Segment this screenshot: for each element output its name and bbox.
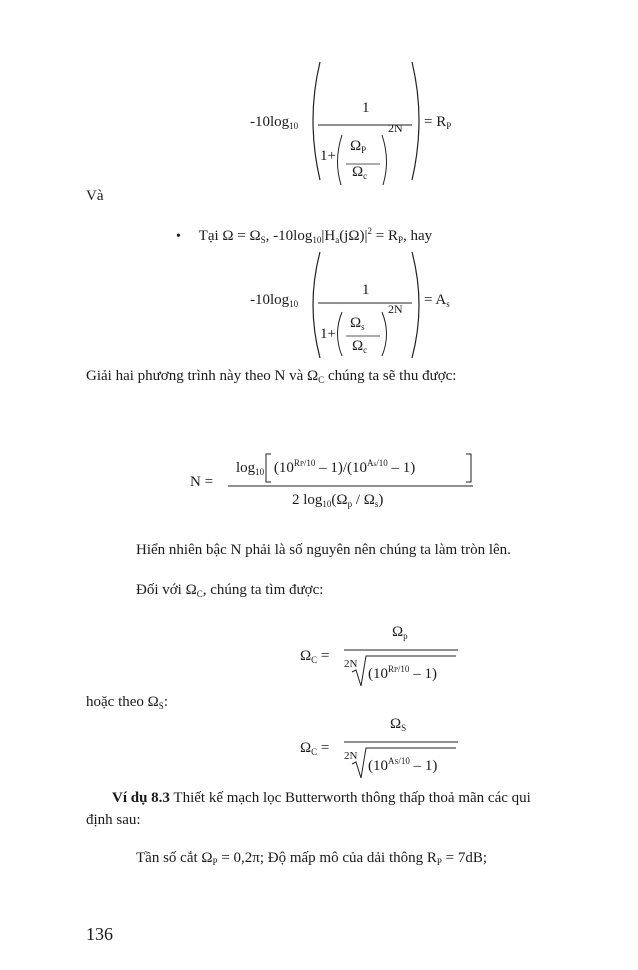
eq2-ratio-top: $\Omega_s$ [350, 315, 365, 332]
eq2-exponent: 2N [388, 302, 403, 316]
example-label: Ví dụ 8.3 [112, 790, 170, 806]
eq1-numerator: 1 [362, 100, 370, 116]
example-line-1: Ví dụ 8.3 Thiết kế mạch lọc Butterworth thông thấp thoả mãn các qui [112, 790, 531, 806]
eq4-lhs: $\Omega_C$ = [300, 648, 330, 665]
eq5-root-index: 2N [344, 750, 358, 762]
spec-line: Tần số cắt $\Omega_P = 0,2\pi$; Độ mấp mô của dải thông $R_P = 7dB$; [136, 850, 488, 867]
eq5-radicand: $(10^{AS/10} - 1)$ [368, 756, 438, 774]
bullet-line: • Tại $\Omega = \Omega_S$, $-10\log_{10}|H_a(j\Omega)|^2 = R_P$, hay [176, 226, 433, 245]
page-number: 136 [86, 924, 113, 944]
eq3-lhs: N = [190, 474, 214, 490]
eq2-prefix: $-10\log_{10}$ [250, 292, 299, 309]
eq2-rhs: = $A_s$ [424, 292, 450, 309]
eq3-denominator: 2 $\log_{10}(\Omega_p / \Omega_s)$ [292, 492, 384, 509]
eq1-prefix: $-10\log_{10}$ [250, 114, 299, 131]
eq1-exponent: 2N [388, 121, 403, 135]
eq3-numerator: $\log_{10} (10^{RP/10} - 1)/(10^{As/10} - 1)$ [236, 458, 416, 477]
paragraph-round-up: Hiển nhiên bậc N phải là số nguyên nên chúng ta làm tròn lên. [136, 542, 511, 558]
eq5-lhs: $\Omega_C$ = [300, 740, 330, 757]
eq2-numerator: 1 [362, 282, 370, 298]
eq2-ratio-bottom: $\Omega_c$ [352, 338, 368, 355]
paragraph-for-omega-c: Đối với $\Omega_C$, chúng ta tìm được: [136, 582, 324, 599]
text-va: Và [86, 188, 104, 204]
eq4-root-index: 2N [344, 658, 358, 670]
eq1-rhs: = $R_P$ [424, 114, 452, 131]
eq2-one-plus: 1+ [320, 326, 336, 342]
eq1-one-plus: 1+ [320, 148, 336, 164]
bullet-icon: • [176, 229, 181, 244]
example-line-2: định sau: [86, 812, 141, 828]
eq5-numerator: $\Omega_S$ [390, 716, 407, 733]
paragraph-solve: Giải hai phương trình này theo N và $\Omega_C$ chúng ta sẽ thu được: [86, 368, 457, 385]
eq1-ratio-bottom: $\Omega_c$ [352, 164, 368, 181]
eq4-radicand: $(10^{RP/10} - 1)$ [368, 664, 437, 682]
eq1-ratio-top: $\Omega_P$ [350, 138, 367, 155]
paragraph-or-omega-s: hoặc theo $\Omega_S$: [86, 694, 168, 711]
eq4-numerator: $\Omega_p$ [392, 624, 408, 641]
